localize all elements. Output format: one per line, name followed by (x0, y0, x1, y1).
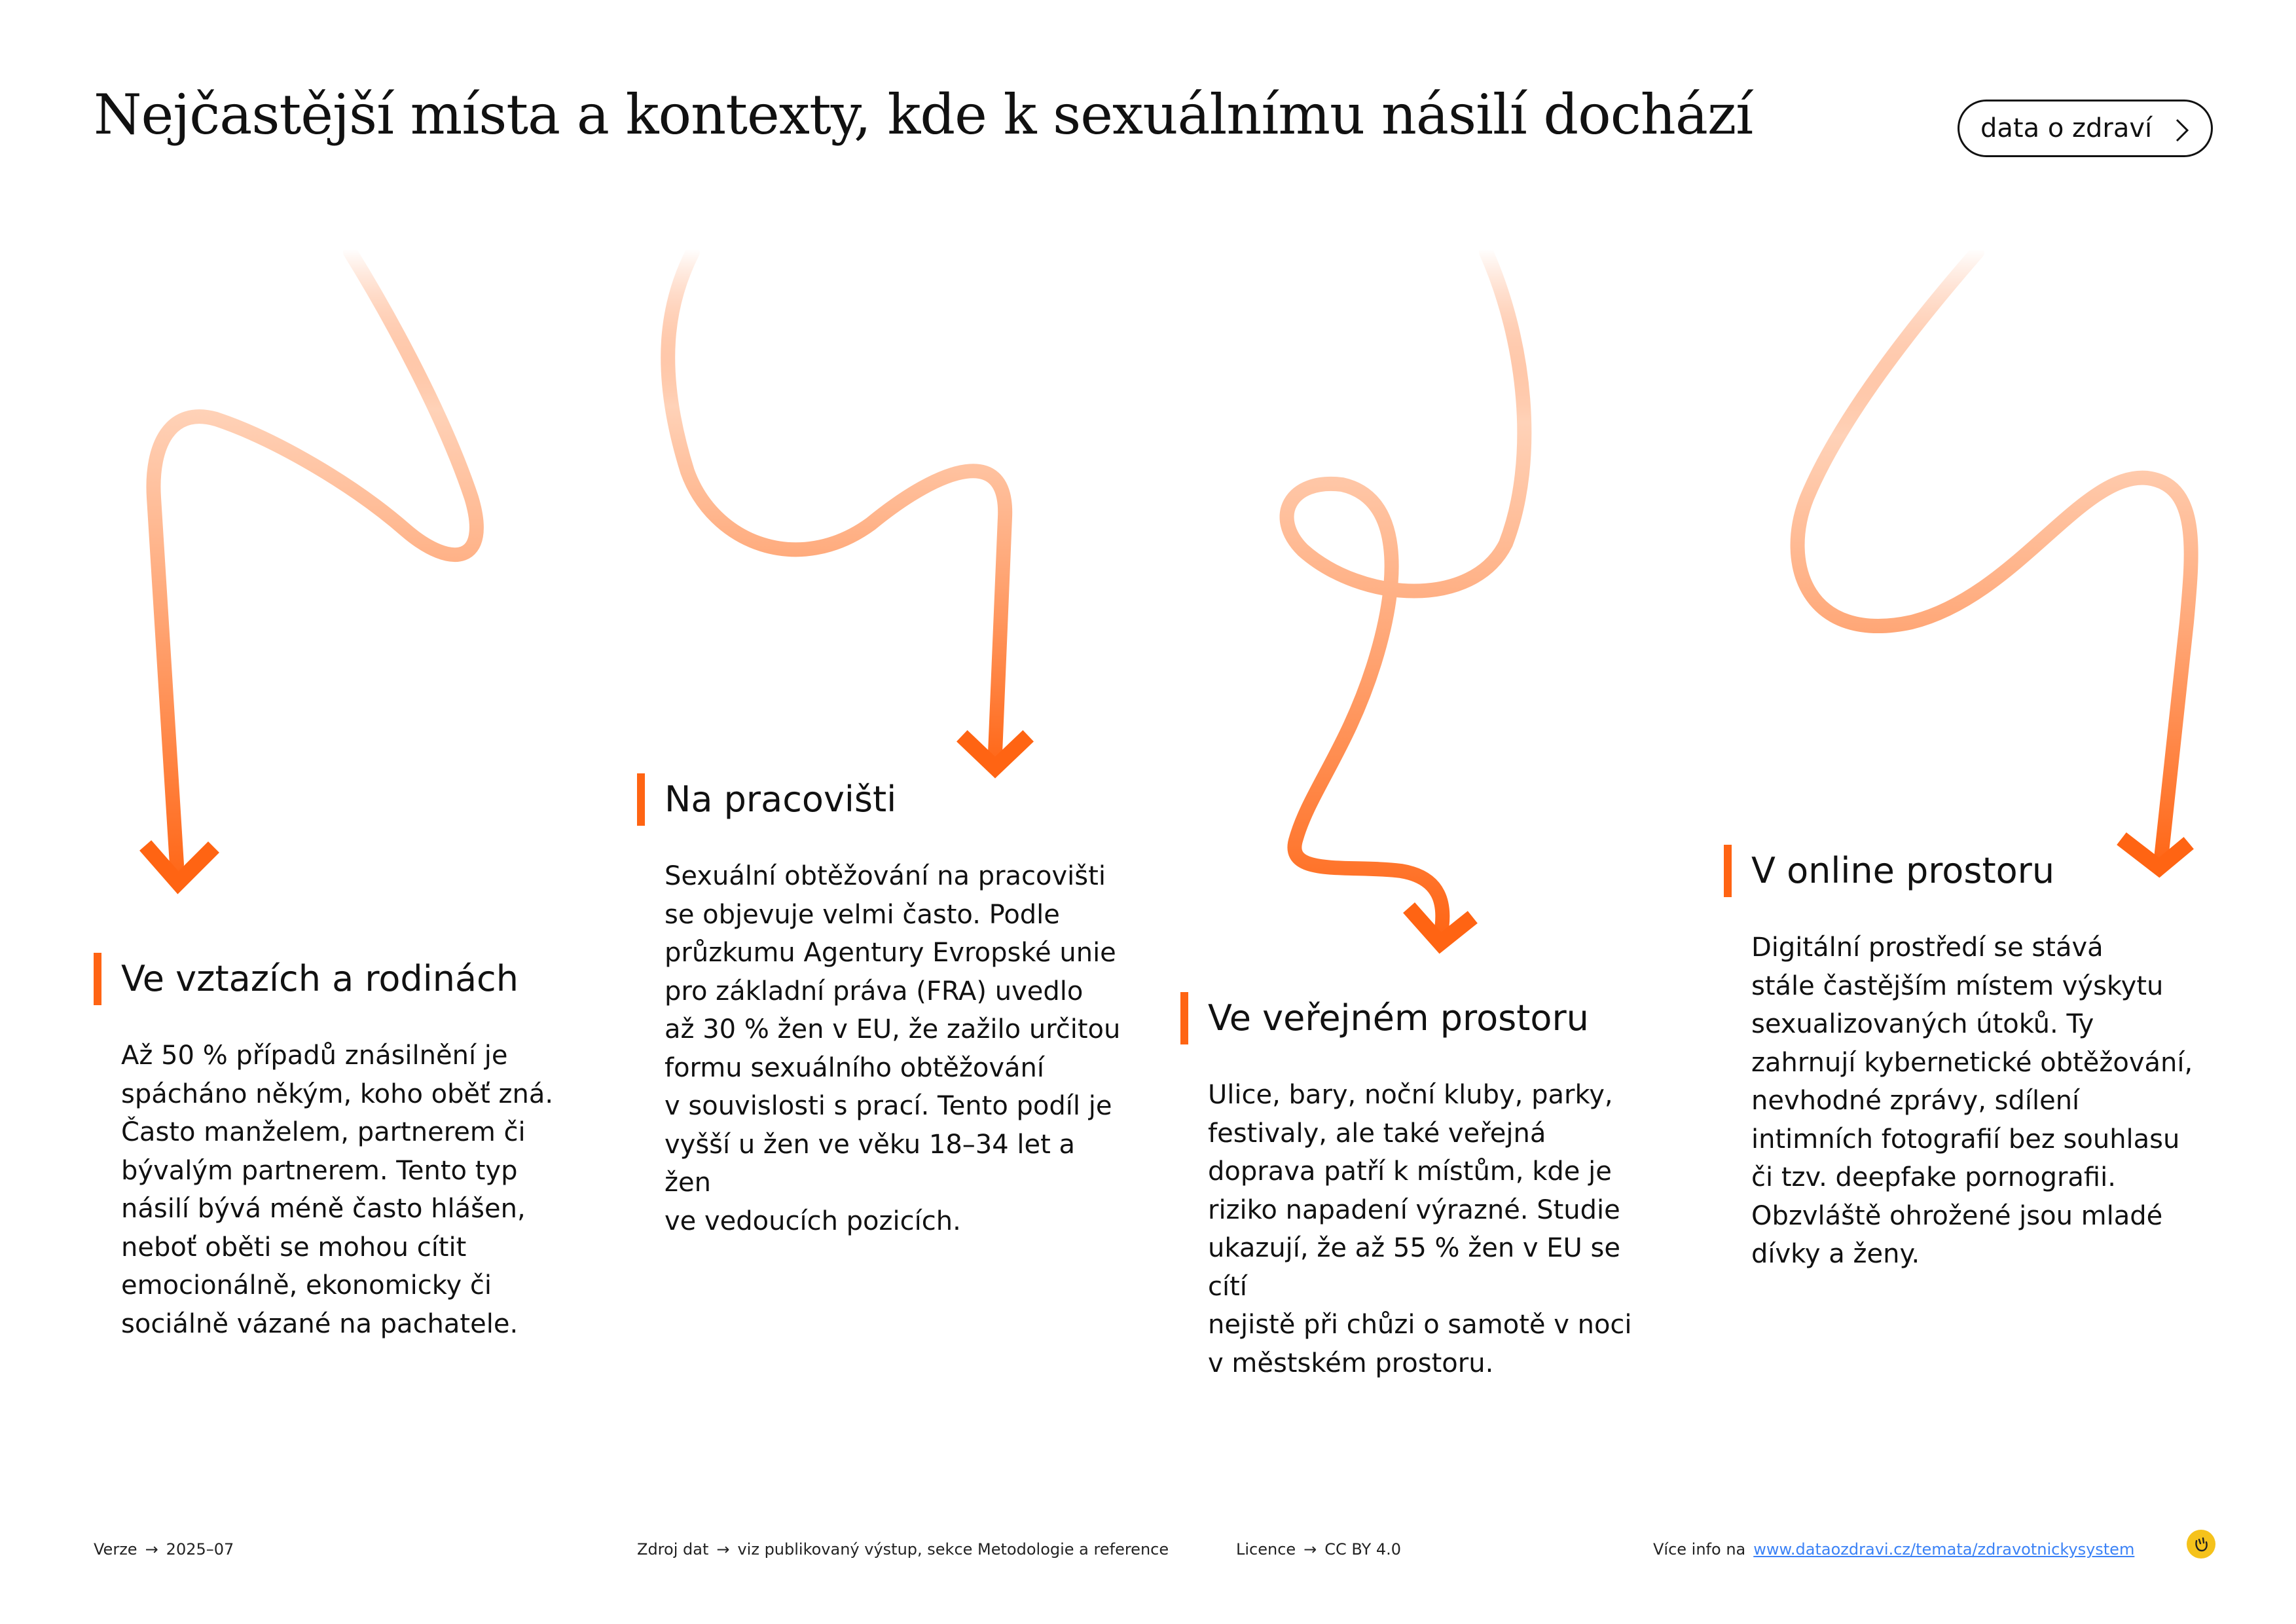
footer-version (94, 1540, 234, 1559)
section-online-space (1724, 845, 2210, 1274)
version-label: Verze (94, 1540, 137, 1559)
section-title: Ve veřejném prostoru (1208, 997, 1589, 1039)
footer-license (1236, 1540, 1401, 1559)
footer-source (637, 1540, 1169, 1559)
accent-bar (1180, 992, 1188, 1044)
page-title: Nejčastější místa a kontexty, kde k sexuálnímu násilí dochází (94, 83, 1753, 147)
arrow-2-icon (668, 252, 1023, 767)
section-text: Sexuální obtěžování na pracovišti se objevuje velmi často. Podle průzkumu Agentury Evropské unie pro základní práva (FRA) uvedlo až 30 % žen v EU, že zažilo určitou formu sexuálního obtěžování v souvislosti s prací. Tento podíl je vyšší u žen ve věku 18–34 let a žen ve vedoucích pozicích. (665, 861, 1121, 1236)
arrow-right-icon: → (716, 1540, 730, 1559)
section-text: Ulice, bary, noční kluby, parky, festivaly, ale také veřejná doprava patří k místům, kde je riziko napadení výrazné. Studie ukazují, že až 55 % žen v EU se cítí nejistě při chůzi o samotě v noci v městském prostoru. (1208, 1080, 1632, 1378)
section-title: Ve vztazích a rodinách (121, 958, 519, 999)
source-value: viz publikovaný výstup, sekce Metodologie a reference (737, 1540, 1169, 1559)
section-relationships (94, 953, 579, 1343)
more-info-label: Více info na (1653, 1540, 1746, 1559)
license-label: Licence (1236, 1540, 1296, 1559)
arrow-right-icon: → (1303, 1540, 1317, 1559)
license-value: CC BY 4.0 (1324, 1540, 1402, 1559)
more-info-link[interactable]: www.dataozdravi.cz/temata/zdravotnickysystem (1753, 1540, 2135, 1559)
logo-icon (2187, 1530, 2215, 1559)
footer-more-info (1653, 1540, 2134, 1559)
accent-bar (94, 953, 101, 1005)
accent-bar (1724, 845, 1732, 897)
arrow-4-icon (1798, 252, 2191, 868)
section-text: Digitální prostředí se stává stále častějším místem výskytu sexualizovaných útoků. Ty zahrnují kybernetické obtěžování, nevhodné zprávy, sdílení intimních fotografií bez souhlasu či tzv. deepfake pornografii. Obzvláště ohrožené jsou mladé dívky a ženy. (1751, 932, 2193, 1269)
section-title: Na pracovišti (665, 779, 897, 820)
source-label: Zdroj dat (637, 1540, 709, 1559)
arrow-1-icon (151, 252, 477, 883)
accent-bar (637, 773, 645, 826)
pill-label: data o zdraví (1980, 113, 2153, 143)
section-title: V online prostoru (1751, 850, 2055, 891)
section-text: Až 50 % případů znásilnění je spácháno někým, koho oběť zná. Často manželem, partnerem či bývalým partnerem. Tento typ násilí bývá méně často hlášen, neboť oběti se mohou cítit emocionálně, ekonomicky či sociálně vázané na pachatele. (121, 1041, 554, 1339)
section-public-space (1180, 992, 1666, 1382)
arrow-right-icon: → (145, 1540, 158, 1559)
version-value: 2025–07 (166, 1540, 234, 1559)
arrow-3-icon (1287, 252, 1525, 943)
section-workplace (637, 773, 1123, 1240)
